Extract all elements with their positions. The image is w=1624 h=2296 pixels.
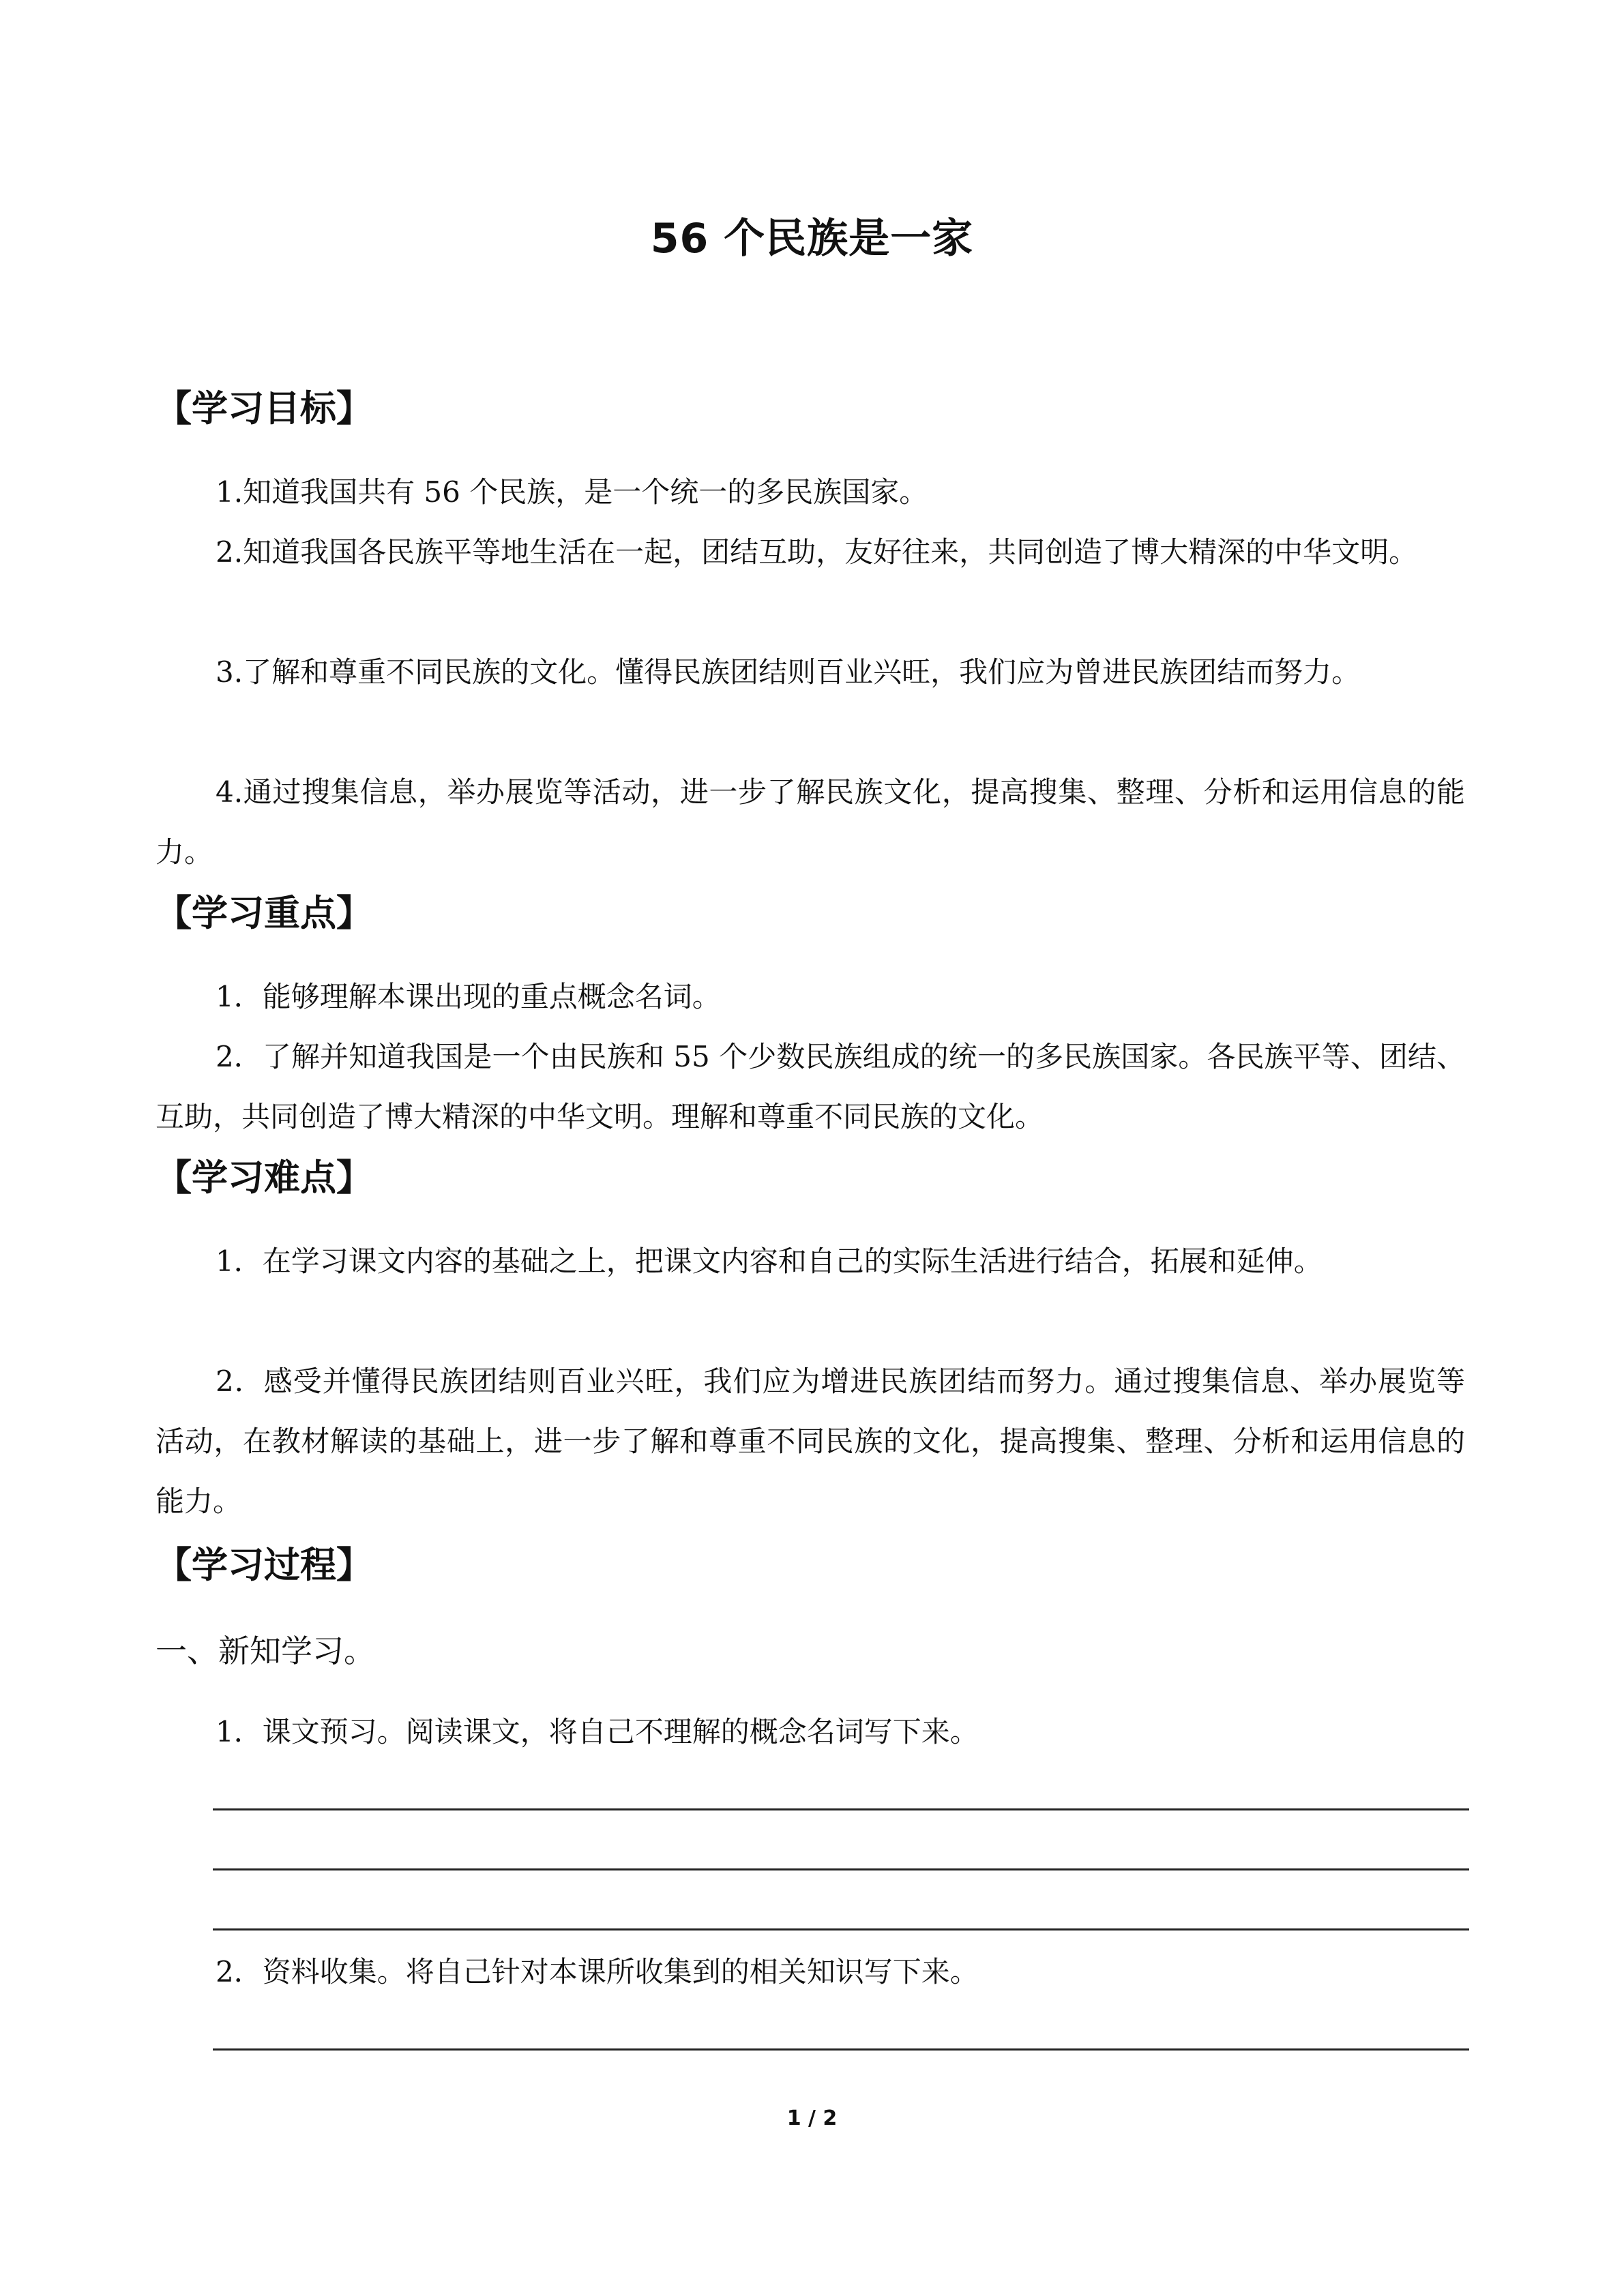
answer-line-3[interactable] [213,1928,1469,1930]
section-heading-difficulties: 【学习难点】 [156,1157,372,1199]
answer-line-2[interactable] [213,1868,1469,1870]
difficulty-item-2: 2．感受并懂得民族团结则百业兴旺，我们应为增进民族团结而努力。通过搜集信息、举办展览等活动，在教材解读的基础上，进一步了解和尊重不同民族的文化，提高搜集、整理、分析和运用信息的能力。 [156,1365,1465,1518]
key-point-item-2: 2．了解并知道我国是一个由民族和 55 个少数民族组成的统一的多民族国家。各民族平等、团结、互助，共同创造了博大精深的中华文明。理解和尊重不同民族的文化。 [156,1040,1465,1133]
objective-item-3: 3.了解和尊重不同民族的文化。懂得民族团结则百业兴旺，我们应为曾进民族团结而努力。 [216,655,1361,689]
section-heading-key-points: 【学习重点】 [156,893,372,934]
difficulty-item-1: 1．在学习课文内容的基础之上，把课文内容和自己的实际生活进行结合，拓展和延伸。 [216,1244,1323,1278]
answer-line-4[interactable] [213,2048,1469,2051]
document-title: 56 个民族是一家 [650,215,974,263]
process-task-2: 2．资料收集。将自己针对本课所收集到的相关知识写下来。 [216,1955,979,1988]
objective-item-2: 2.知道我国各民族平等地生活在一起，团结互助，友好往来，共同创造了博大精深的中华文明。 [216,535,1418,569]
process-subheading: 一、新知学习。 [156,1632,375,1669]
section-heading-objectives: 【学习目标】 [156,388,372,430]
section-heading-process: 【学习过程】 [156,1545,372,1586]
key-point-item-1: 1．能够理解本课出现的重点概念名词。 [216,980,721,1013]
objective-item-1: 1.知道我国共有 56 个民族，是一个统一的多民族国家。 [216,475,928,509]
objective-item-4: 4.通过搜集信息，举办展览等活动，进一步了解民族文化，提高搜集、整理、分析和运用信息的能力。 [156,775,1465,869]
process-task-1: 1．课文预习。阅读课文，将自己不理解的概念名词写下来。 [216,1715,979,1748]
page-number: 1 / 2 [786,2106,838,2130]
answer-line-1[interactable] [213,1808,1469,1810]
